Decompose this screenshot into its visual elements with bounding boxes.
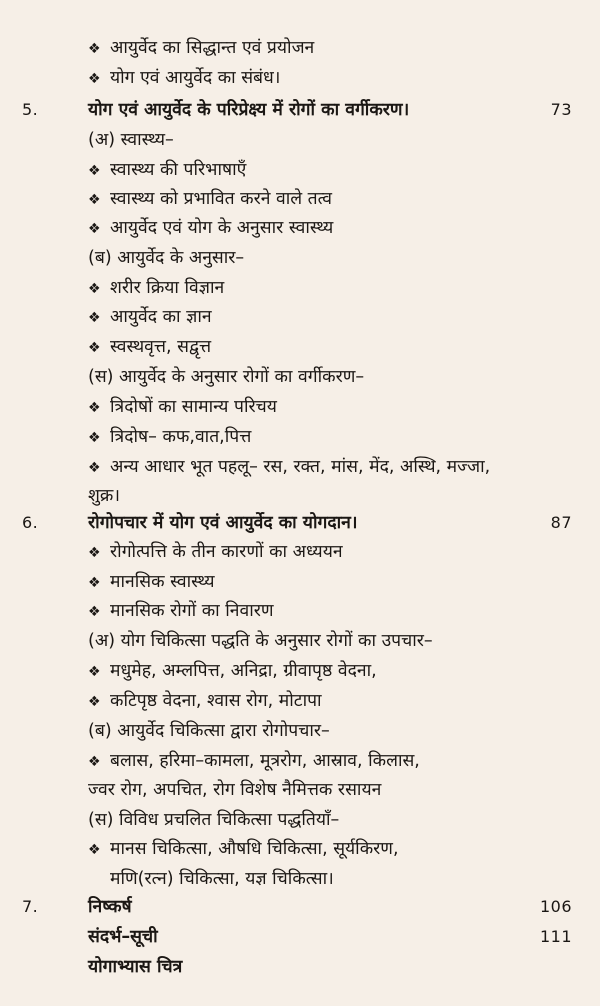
diamond-bullet-icon: ❖ [88,430,101,446]
diamond-bullet-icon: ❖ [88,340,101,356]
chapter-number: 6. [22,513,39,532]
list-item-continuation: शुक्र। [88,486,120,506]
toc-line [0,686,600,716]
list-item: ❖ स्वास्थ्य की परिभाषाएँ [88,155,246,186]
toc-line [0,332,600,362]
diamond-bullet-icon: ❖ [88,545,101,561]
list-item: ❖ त्रिदोषों का सामान्य परिचय [88,392,277,423]
toc-line [0,63,600,93]
chapter-7-heading[interactable] [0,892,600,922]
toc-line [0,273,600,303]
toc-line [0,155,600,185]
list-item: ❖ मानसिक स्वास्थ्य [88,567,215,598]
subsection-label: (ब) आयुर्वेद चिकित्सा द्वारा रोगोपचार– [88,721,330,741]
diamond-bullet-icon: ❖ [88,71,101,87]
chapter-number: 5. [22,100,39,119]
toc-line [0,746,600,776]
subsection-label: (अ) स्वास्थ्य– [88,130,174,150]
yoga-pictures-heading[interactable] [0,952,600,982]
toc-line [0,452,600,482]
toc-line [0,33,600,63]
chapter-title: निष्कर्ष [88,897,132,917]
chapter-title: रोगोपचार में योग एवं आयुर्वेद का योगदान। [88,513,358,533]
subsection-label: (स) विविध प्रचलित चिकित्सा पद्धतियाँ– [88,810,340,830]
toc-line [0,656,600,686]
list-item: ❖ योग एवं आयुर्वेद का संबंध। [88,63,280,94]
chapter-title: योग एवं आयुर्वेद के परिप्रेक्ष्य में रोगों का वर्गीकरण। [88,100,410,120]
toc-line [0,213,600,243]
diamond-bullet-icon: ❖ [88,460,101,476]
chapter-number: 7. [22,897,39,916]
diamond-bullet-icon: ❖ [88,694,101,710]
toc-line [0,362,600,392]
toc-line [0,392,600,422]
list-item: ❖ आयुर्वेद का सिद्धान्त एवं प्रयोजन [88,33,314,64]
diamond-bullet-icon: ❖ [88,221,101,237]
subsection-label: (अ) योग चिकित्सा पद्धति के अनुसार रोगों का उपचार– [88,631,433,651]
page-number: 87 [550,513,572,532]
toc-line [0,125,600,155]
list-item: ❖ आयुर्वेद एवं योग के अनुसार स्वास्थ्य [88,213,333,244]
list-item: ❖ आयुर्वेद का ज्ञान [88,302,212,333]
list-item-continuation: मणि(रत्न) चिकित्सा, यज्ञ चिकित्सा। [110,869,334,889]
diamond-bullet-icon: ❖ [88,310,101,326]
page-number: 111 [539,927,572,946]
toc-line [0,626,600,656]
toc-line [0,864,600,894]
subsection-label: (ब) आयुर्वेद के अनुसार– [88,248,245,268]
diamond-bullet-icon: ❖ [88,575,101,591]
toc-line [0,805,600,835]
list-item: ❖ शरीर क्रिया विज्ञान [88,273,224,304]
list-item: ❖ कटिपृष्ठ वेदना, श्वास रोग, मोटापा [88,686,322,717]
toc-line [0,422,600,452]
list-item: ❖ मधुमेह, अम्लपित्त, अनिद्रा, ग्रीवापृष्ठ वेदना, [88,656,377,687]
toc-line [0,567,600,597]
toc-line [0,834,600,864]
diamond-bullet-icon: ❖ [88,163,101,179]
toc-line [0,775,600,805]
subsection-label: (स) आयुर्वेद के अनुसार रोगों का वर्गीकरण– [88,367,365,387]
page-number: 106 [539,897,572,916]
list-item: ❖ मानस चिकित्सा, औषधि चिकित्सा, सूर्यकिरण, [88,834,399,865]
list-item: ❖ मानसिक रोगों का निवारण [88,596,274,627]
toc-line [0,302,600,332]
toc-line [0,243,600,273]
diamond-bullet-icon: ❖ [88,41,101,57]
list-item-continuation: ज्वर रोग, अपचित, रोग विशेष नैमित्तक रसायन [88,780,382,800]
toc-line [0,596,600,626]
diamond-bullet-icon: ❖ [88,842,101,858]
toc-line [0,537,600,567]
references-title: संदर्भ–सूची [88,927,158,947]
diamond-bullet-icon: ❖ [88,281,101,297]
list-item: ❖ बलास, हरिमा–कामला, मूत्ररोग, आस्राव, किलास, [88,746,420,777]
list-item: ❖ त्रिदोष– कफ,वात,पित्त [88,422,251,453]
chapter-5-heading[interactable] [0,95,600,125]
yoga-pictures-title: योगाभ्यास चित्र [88,957,183,977]
toc-line [0,481,600,511]
diamond-bullet-icon: ❖ [88,754,101,770]
chapter-6-heading[interactable] [0,508,600,538]
page-number: 73 [550,100,572,119]
list-item: ❖ अन्य आधार भूत पहलू– रस, रक्त, मांस, मेंद, अस्थि, मज्जा, [88,452,490,483]
toc-line [0,716,600,746]
list-item: ❖ रोगोत्पत्ति के तीन कारणों का अध्ययन [88,537,343,568]
diamond-bullet-icon: ❖ [88,604,101,620]
diamond-bullet-icon: ❖ [88,400,101,416]
diamond-bullet-icon: ❖ [88,664,101,680]
list-item: ❖ स्वस्थवृत्त, सद्वृत्त [88,332,211,363]
toc-line [0,184,600,214]
diamond-bullet-icon: ❖ [88,192,101,208]
references-heading[interactable] [0,922,600,952]
list-item: ❖ स्वास्थ्य को प्रभावित करने वाले तत्व [88,184,332,215]
